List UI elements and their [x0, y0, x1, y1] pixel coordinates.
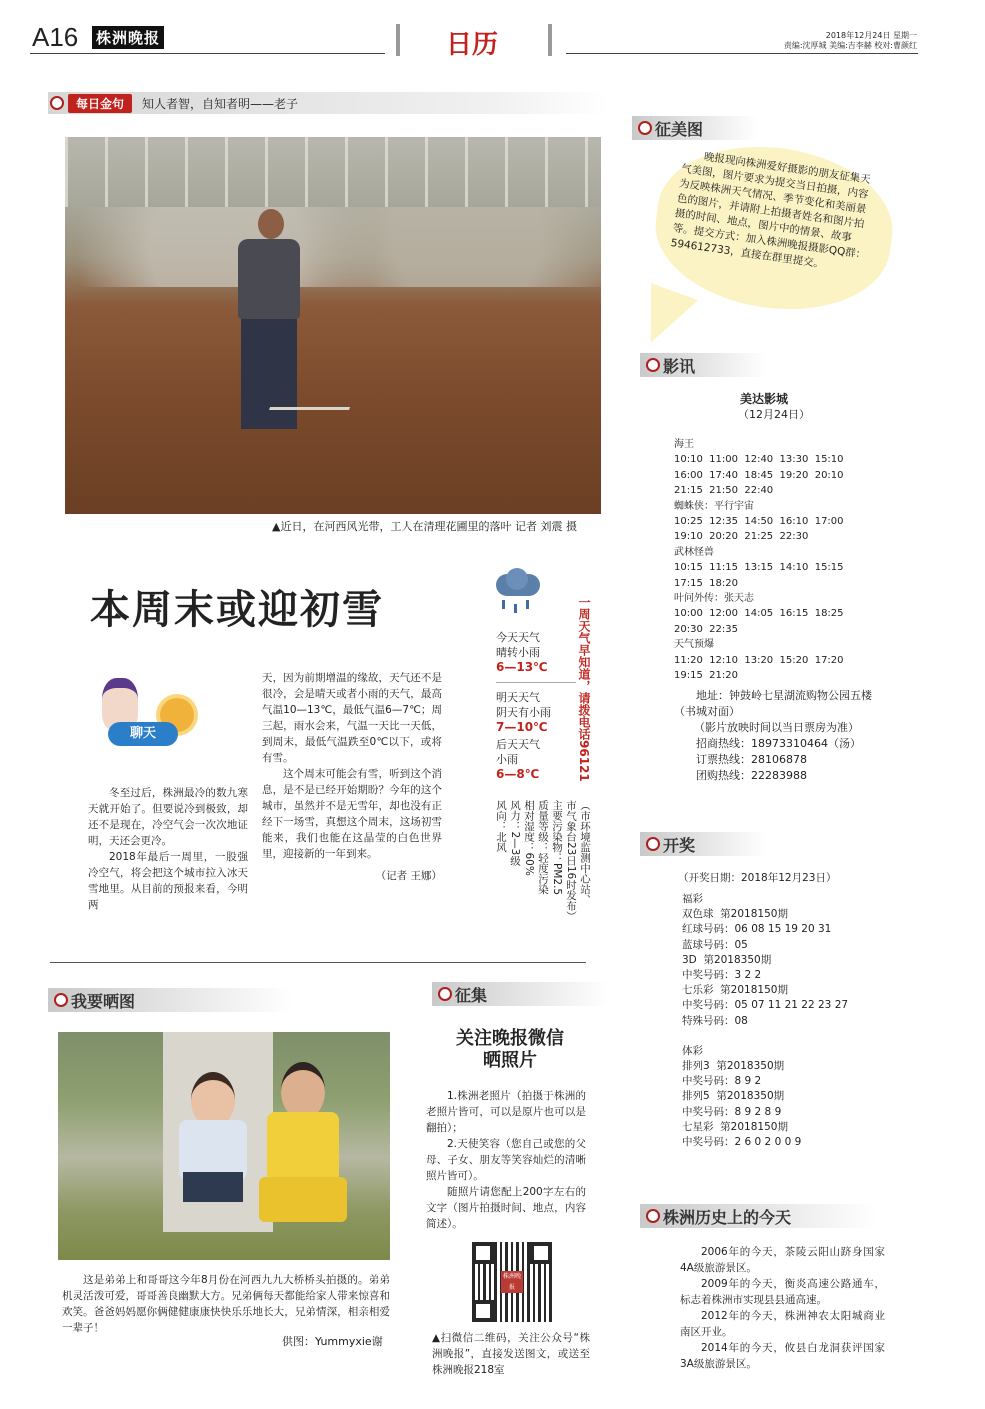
cinema-note: （影片放映时间以当日票房为准） [694, 721, 859, 734]
zhengji-p1: 1.株洲老照片（拍摄于株洲的老照片皆可，可以是原片也可以是翻拍）； [426, 1090, 586, 1134]
movie-times: 11:20 12:10 13:20 15:20 17:20 [674, 654, 844, 666]
kaijiang-spacer [682, 1029, 902, 1044]
section-dot [54, 993, 68, 1007]
kaijiang-line: 红球号码：06 08 15 19 20 31 [682, 923, 832, 936]
header-editors: 责编:沈厚城 美编:吉李赫 校对:曹颜红 [783, 41, 917, 50]
section-title-kaijiang: 开奖 [663, 835, 696, 855]
section-zhengmeitu [632, 116, 758, 140]
air-line: 主要污染物：PM2.5 [551, 800, 563, 896]
movie-times: 16:00 17:40 18:45 19:20 20:10 [674, 469, 844, 481]
cinema-date: （12月24日） [738, 408, 810, 421]
kaijiang-line: 中奖号码：3 2 2 [682, 969, 762, 982]
header-rule-left [30, 53, 385, 54]
movie-times: 21:15 21:50 22:40 [674, 485, 774, 497]
quote-text: 知人者智，自知者明——老子 [142, 96, 299, 111]
header-rule-right [566, 53, 918, 54]
weather-headline: 本周末或迎初雪 [90, 587, 384, 633]
forecast-day-label: 今天天气 [496, 631, 540, 644]
qr-code [472, 1242, 552, 1322]
zhengji-p3: 随照片请您配上200字左右的文字（图片拍摄时间、地点，内容简述）。 [426, 1186, 586, 1230]
movie-schedule [674, 437, 914, 684]
movie-times: 10:15 11:15 13:15 14:10 15:15 [674, 562, 844, 574]
kaijiang-results [682, 892, 902, 1150]
section-zhengji [432, 982, 608, 1006]
cinema-address: 地址：钟鼓岭七星湖流购物公园五楼（书城对面） [674, 689, 872, 718]
header-divider-right [548, 24, 552, 56]
zhengji-headline [425, 1028, 595, 1072]
forecast-day-label: 后天天气 [496, 738, 540, 751]
movie-times: 17:15 18:20 [674, 577, 738, 589]
kaijiang-line: 中奖号码：05 07 11 21 22 23 27 [682, 999, 849, 1012]
weather-col1-p2: 2018年最后一周里，一股强冷空气，将会把这个城市拉入冰天雪地里。从目前的预报来看，今明两 [88, 851, 248, 911]
speech-bubble-tail [632, 283, 698, 353]
kaijiang-line: 双色球 第2018150期 [682, 908, 788, 921]
quote-dot [50, 96, 64, 110]
page-number: A16 [32, 22, 79, 52]
weather-byline: （记者 王娜） [375, 870, 442, 882]
kids-photo [58, 1032, 390, 1260]
kaijiang-line: 中奖号码：8 9 2 8 9 [682, 1105, 782, 1118]
photo-fence [65, 137, 601, 207]
movie-times: 10:10 11:00 12:40 13:30 15:10 [674, 454, 844, 466]
section-history [640, 1204, 876, 1228]
kaijiang-line: 福彩 [682, 893, 703, 905]
movie-name: 海王 [674, 439, 694, 450]
cinema-phone: 团购热线：22283988 [696, 769, 807, 782]
movie-times: 20:30 22:35 [674, 623, 738, 635]
weather-col1 [88, 785, 248, 913]
weather-logo [80, 678, 205, 753]
history-item: 2009年的今天，衡炎高速公路通车，标志着株洲市实现县县通高速。 [680, 1278, 885, 1306]
rain-cloud-icon [492, 568, 544, 618]
movie-times: 10:25 12:35 14:50 16:10 17:00 [674, 516, 844, 528]
movie-name: 蜘蛛侠：平行宇宙 [674, 500, 754, 512]
paper-logo: 株洲晚报 [92, 26, 164, 49]
qr-badge: 株洲晚报 [502, 1273, 521, 1291]
air-line: 相对湿度：60% [523, 800, 535, 876]
kaijiang-line: 蓝球号码：05 [682, 938, 748, 951]
air-line: 质量等级：轻度污染 [537, 800, 549, 895]
zhengmeitu-text: 晚报现向株洲爱好摄影的朋友征集天气美图，图片要求为提交当日拍摄，内容为反映株洲天气情况、季节变化和美丽景色的图片，并请附上拍摄者姓名和图片拍摄的时间、地点，图片中的情景、故事等。提交方式：加入株洲晚报摄影QQ群：594612733，直接在群里提交。 [669, 150, 872, 271]
zhengji-body [426, 1088, 586, 1232]
forecast-day-1 [496, 690, 576, 735]
movie-times: 10:00 12:00 14:05 16:15 18:25 [674, 608, 844, 620]
movie-name: 武林怪兽 [674, 546, 714, 558]
kaijiang-line: 特殊号码：08 [682, 1014, 748, 1027]
weather-col2-p1: 天，因为前期增温的缘故，天气还不是很冷，会是晴天或者小雨的天气，最高气温10—13℃，最低气温6—7℃；周三起，雨水会来，气温一天比一天低，到周末，最低气温跌至0℃以下，或将有雪。 [262, 672, 442, 764]
quote-badge: 每日金句 [68, 94, 132, 113]
header-divider-left [396, 24, 400, 56]
forecast-day-temp: 6—8℃ [496, 767, 540, 781]
air-line: 市气象台23日16时发布） [565, 800, 577, 922]
section-shaitu [48, 988, 294, 1012]
header-date: 2018年12月24日 星期一 [825, 31, 917, 40]
weather-col2-p2: 这个周末可能会有雪，听到这个消息，是不是已经开始期盼？今年的这个城市，虽然并不是无雪年，却也没有正经下一场雪，真想这个周末，这场初雪能来，我们也能在这晶莹的白色世界里，迎接新的一年到来。 [262, 768, 442, 860]
forecast-day-desc: 阴天有小雨 [496, 706, 551, 719]
section-title-zhengmeitu: 征美图 [655, 119, 704, 139]
shaitu-caption: 这是弟弟上和哥哥这今年8月份在河西九九大桥桥头拍摄的。弟弟机灵活泼可爱，哥哥善良幽默大方。兄弟俩每天都能给家人带来惊喜和欢笑。爸爸妈妈愿你俩健健康康快快乐乐地长大，兄弟情深，相亲相爱一辈子！ [62, 1274, 390, 1334]
forecast-day-desc: 小雨 [496, 753, 518, 766]
air-line: （市环境监测中心站、 [579, 800, 591, 905]
cinema-phone: 招商热线：18973310464（汤） [696, 737, 861, 750]
movie-times: 19:10 20:20 21:25 22:30 [674, 531, 809, 543]
zhengji-p2: 2.天使笑容（您自己或您的父母、子女、朋友等笑容灿烂的清晰照片皆可）。 [426, 1138, 586, 1182]
history-item: 2006年的今天，茶陵云阳山跻身国家4A级旅游景区。 [680, 1246, 885, 1274]
kaijiang-line: 排列5 第2018350期 [682, 1090, 785, 1103]
cinema-phone: 订票热线：28106878 [696, 753, 807, 766]
section-dot [438, 987, 452, 1001]
main-photo-caption: ▲近日，在河西风光带，工人在清理花圃里的落叶 记者 刘震 摄 [272, 520, 577, 533]
kaijiang-line: 中奖号码：8 9 2 [682, 1075, 762, 1088]
weather-col1-p1: 冬至过后，株洲最冷的数九寒天就开始了。但要说冷到极致，却还不是现在，冷空气会一次次地证明，天还会更冷。 [88, 787, 248, 847]
main-photo [65, 137, 601, 514]
forecast-day-0 [496, 630, 576, 675]
section-kaijiang [640, 832, 766, 856]
section-yingxun [640, 353, 766, 377]
section-title-history: 株洲历史上的今天 [663, 1207, 792, 1227]
air-line: 风向：北风 [495, 800, 507, 853]
kaijiang-line: 3D 第2018350期 [682, 953, 772, 966]
weather-logo-cloud: 聊天 [108, 722, 178, 746]
section-title-zhengji: 征集 [455, 985, 488, 1005]
section-dot [646, 1209, 660, 1223]
forecast-divider [496, 682, 576, 683]
section-dot [646, 837, 660, 851]
kaijiang-date: （开奖日期：2018年12月23日） [678, 872, 837, 884]
history-list [680, 1244, 885, 1372]
air-line: 风力：2—3级 [509, 800, 521, 866]
history-item: 2012年的今天，株洲神农太阳城商业南区开业。 [680, 1310, 885, 1338]
forecast-day-2 [496, 737, 576, 782]
kaijiang-line: 七乐彩 第2018150期 [682, 984, 788, 997]
forecast-list [496, 630, 576, 782]
kaijiang-line: 中奖号码：2 6 0 2 0 0 9 [682, 1136, 802, 1149]
weather-col2 [262, 670, 442, 884]
kaijiang-line: 体彩 [682, 1044, 703, 1057]
cinema-name: 美达影城 [740, 392, 789, 406]
photo-rake [269, 377, 361, 410]
zhengji-headline-1: 关注晚报微信 [456, 1028, 564, 1049]
kaijiang-line: 排列3 第2018350期 [682, 1060, 785, 1073]
middle-rule [50, 962, 586, 963]
movie-name: 天气预爆 [674, 639, 714, 651]
kaijiang-line: 七星彩 第2018150期 [682, 1120, 788, 1133]
movie-times: 19:15 21:20 [674, 670, 738, 682]
movie-name: 叶问外传：张天志 [674, 593, 754, 605]
section-dot [646, 358, 660, 372]
weather-hotline: 一周天气早知道，请拨电话96121 [577, 596, 591, 782]
quote-strip [48, 92, 608, 114]
section-title-yingxun: 影讯 [663, 356, 696, 376]
air-quality [486, 800, 592, 960]
zhengji-headline-2: 晒照片 [483, 1050, 537, 1071]
kid-left [173, 1072, 253, 1222]
cinema-info [674, 688, 890, 784]
forecast-day-temp: 6—13℃ [496, 660, 548, 674]
shaitu-credit: 供图：Yummyxie谢 [282, 1335, 383, 1348]
section-title-shaitu: 我要晒图 [71, 991, 136, 1011]
forecast-day-label: 明天天气 [496, 691, 540, 704]
photo-hedge [65, 207, 601, 287]
forecast-day-desc: 晴转小雨 [496, 646, 540, 659]
section-title: 日历 [446, 30, 499, 60]
kid-right [253, 1062, 353, 1232]
section-dot [638, 121, 652, 135]
zhengji-caption: ▲扫微信二维码，关注公众号“株洲晚报”，直接发送图文，或送至株洲晚报218室 [432, 1332, 590, 1376]
history-item: 2014年的今天，攸县白龙洞获评国家3A级旅游景区。 [680, 1342, 885, 1370]
forecast-day-temp: 7—10℃ [496, 720, 548, 734]
